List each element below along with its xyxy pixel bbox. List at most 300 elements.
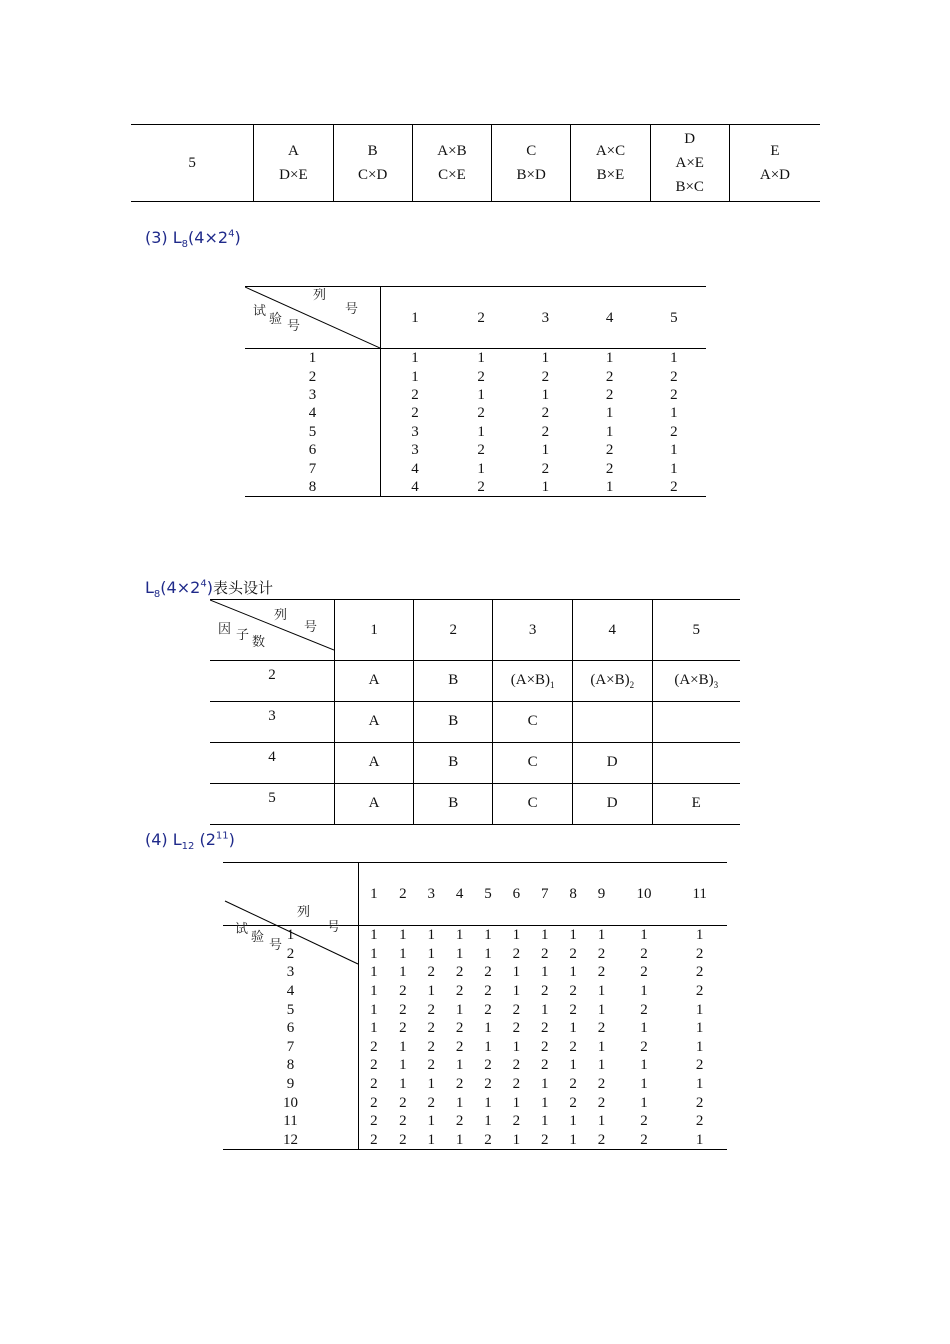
table-cell: 2 — [569, 1094, 577, 1111]
table-cell — [652, 784, 740, 825]
table-row — [223, 1131, 727, 1150]
heading-text: (3) L — [145, 228, 182, 247]
row-number: 3 — [223, 963, 359, 982]
table-row — [223, 1000, 727, 1019]
heading-text: ) — [234, 228, 241, 247]
cell-line: B×C — [675, 179, 704, 195]
table-cell — [493, 702, 573, 743]
corner-label-factor: 因 — [218, 622, 232, 637]
column-header: 5 — [474, 863, 502, 926]
table-cell: 2 — [427, 1001, 436, 1018]
table-cell: 1 — [569, 1131, 577, 1148]
cell-text: (A×B) — [674, 672, 714, 688]
column-header: 10 — [616, 863, 673, 926]
table-cell — [572, 743, 652, 784]
table-cell: 1 — [455, 1057, 464, 1074]
table-cell: 1 — [455, 927, 464, 944]
table-cell: 1 — [477, 350, 485, 367]
table-cell: 2 — [605, 460, 614, 477]
table-cell: 2 — [370, 1057, 378, 1074]
table-cell: 1 — [640, 983, 648, 1000]
table-cell: 1 — [370, 964, 378, 981]
corner-label-column: 列 — [297, 905, 311, 920]
table-cell: 2 — [484, 1131, 492, 1148]
header-row — [245, 287, 706, 349]
cell-text: B — [448, 672, 459, 688]
table-cell — [571, 125, 650, 202]
table-cell: 2 — [512, 1001, 521, 1018]
table-cell — [572, 661, 652, 702]
table-cell: 1 — [605, 423, 614, 440]
table-cell: 2 — [427, 1020, 436, 1037]
table-cell: 1 — [670, 460, 678, 477]
corner-label-test: 验 — [269, 312, 283, 327]
table-cell: 2 — [540, 945, 549, 962]
table-cell: 2 — [670, 478, 678, 495]
table-cell: 1 — [477, 386, 485, 403]
table-cell: 2 — [484, 1057, 492, 1074]
column-header: 4 — [445, 863, 473, 926]
table-cell: 2 — [399, 1020, 407, 1037]
table-cell: 1 — [569, 927, 577, 944]
table-cell: 2 — [427, 964, 436, 981]
factor-count: 2 — [210, 661, 335, 702]
table-cell: 1 — [484, 1038, 492, 1055]
table-cell: 2 — [541, 405, 550, 422]
row-number: 7 — [223, 1038, 359, 1057]
table-cell: 1 — [512, 1094, 521, 1111]
table-cell — [254, 125, 333, 202]
table-cell: 1 — [695, 1131, 704, 1148]
cell-text: A — [368, 672, 380, 688]
table-cell: 1 — [411, 368, 419, 385]
cell-text: (A×B) — [510, 672, 551, 688]
table-cell: 2 — [569, 1038, 577, 1055]
table-row — [223, 926, 727, 945]
cell-subscript: 1 — [550, 680, 555, 690]
column-header: 3 — [417, 863, 445, 926]
table-row — [245, 478, 706, 497]
table-cell: 3 — [411, 423, 419, 440]
table-cell: 2 — [427, 1094, 436, 1111]
table-cell: 1 — [399, 945, 407, 962]
table-cell: 2 — [540, 1038, 549, 1055]
table-cell: 2 — [477, 405, 485, 422]
table-cell: 1 — [370, 1001, 378, 1018]
row-number: 5 — [245, 423, 381, 441]
column-header: 9 — [587, 863, 615, 926]
table-row — [223, 1056, 727, 1075]
row-number: 12 — [223, 1131, 359, 1150]
table-row — [223, 1038, 727, 1057]
cell-subscript: 2 — [629, 680, 635, 690]
column-header: 2 — [389, 863, 417, 926]
table-cell: 1 — [640, 1076, 648, 1093]
table-cell: 1 — [541, 478, 550, 495]
corner-label-number: 号 — [304, 620, 318, 635]
column-header: 8 — [559, 863, 587, 926]
factor-count: 4 — [210, 743, 335, 784]
table-cell: 2 — [541, 368, 550, 385]
cell-line: A×C — [595, 143, 626, 159]
table-cell: 4 — [411, 478, 419, 495]
table-cell — [493, 743, 573, 784]
table-cell: 2 — [455, 983, 464, 1000]
cell-text: C — [527, 713, 538, 729]
table-cell — [652, 661, 740, 702]
table-row — [245, 349, 706, 368]
table-cell: 1 — [605, 405, 614, 422]
table-cell: 2 — [411, 386, 419, 403]
table-cell: 1 — [427, 1076, 436, 1093]
factor-count: 5 — [210, 784, 335, 825]
table-cell: 1 — [695, 1076, 704, 1093]
cell-line: D×E — [279, 167, 308, 183]
table-cell — [333, 125, 412, 202]
table-cell: 2 — [477, 478, 485, 495]
table-cell: 2 — [399, 1113, 407, 1130]
row-number: 7 — [245, 459, 381, 477]
section-3-heading — [145, 228, 241, 250]
table-cell: 1 — [695, 1020, 704, 1037]
table-cell: 1 — [512, 927, 521, 944]
table-cell: 1 — [597, 927, 606, 944]
column-header: 4 — [572, 600, 652, 661]
table-cell — [414, 661, 493, 702]
row-number: 9 — [223, 1075, 359, 1094]
corner-label-column: 列 — [274, 608, 288, 623]
table-cell — [335, 702, 414, 743]
table-row — [245, 441, 706, 459]
row-number: 8 — [223, 1056, 359, 1075]
table-cell: 1 — [399, 1076, 407, 1093]
table-cell: 3 — [411, 442, 419, 459]
row-number: 6 — [245, 441, 381, 459]
row-number: 4 — [223, 982, 359, 1001]
table-cell — [335, 784, 414, 825]
table-cell: 1 — [541, 386, 550, 403]
table-cell: 2 — [427, 1038, 436, 1055]
table-cell — [414, 743, 493, 784]
orthogonal-array-l12-2-11 — [223, 862, 727, 1150]
heading-text: ) — [206, 578, 213, 597]
corner-label-number: 号 — [327, 920, 341, 935]
table-cell: 2 — [569, 983, 577, 1000]
table-cell: 2 — [455, 1076, 464, 1093]
table-row — [223, 1019, 727, 1038]
table-cell: 1 — [640, 1094, 648, 1111]
table-cell: 2 — [512, 1020, 521, 1037]
heading-superscript: 4 — [228, 228, 235, 240]
table-cell: 1 — [455, 1001, 464, 1018]
table-cell: 1 — [569, 1020, 577, 1037]
table-cell: 2 — [540, 1131, 549, 1148]
heading-subscript: 12 — [181, 841, 195, 853]
table-cell: 2 — [370, 1113, 378, 1130]
row-number: 4 — [245, 404, 381, 422]
table-cell: 1 — [427, 927, 436, 944]
table-cell: 2 — [399, 983, 407, 1000]
column-header: 5 — [652, 600, 740, 661]
corner-label-trial: 试 — [253, 304, 267, 319]
table-cell: 1 — [399, 1038, 407, 1055]
table-cell: 1 — [370, 945, 378, 962]
row-number: 2 — [245, 367, 381, 385]
table-cell: 1 — [540, 964, 549, 981]
table-cell: 2 — [695, 945, 704, 962]
table-cell: 1 — [399, 1057, 407, 1074]
table-cell: 2 — [484, 983, 492, 1000]
table-cell: 2 — [695, 1057, 704, 1074]
column-header: 11 — [672, 863, 727, 926]
table-row — [223, 963, 727, 982]
table-row — [245, 386, 706, 404]
table-cell — [412, 125, 491, 202]
table-cell — [335, 743, 414, 784]
table-cell: 1 — [605, 350, 614, 367]
table-cell: 2 — [640, 1113, 648, 1130]
table-row — [223, 1075, 727, 1094]
cell-line: E — [770, 143, 780, 159]
table-cell: 2 — [670, 386, 678, 403]
cell-text: D — [606, 795, 618, 811]
table-cell — [572, 784, 652, 825]
section-4-heading — [145, 830, 235, 852]
table-cell: 2 — [540, 983, 549, 1000]
table-cell: 2 — [695, 983, 704, 1000]
table-cell — [650, 125, 729, 202]
table-cell: 2 — [605, 442, 614, 459]
table-cell: 2 — [370, 1094, 378, 1111]
column-header: 7 — [531, 863, 559, 926]
table-cell: 2 — [370, 1038, 378, 1055]
table-cell: 1 — [427, 983, 436, 1000]
heading-subscript: 8 — [153, 589, 161, 601]
cell-text: B — [448, 713, 459, 729]
table-cell: 2 — [455, 1020, 464, 1037]
table-cell: 2 — [569, 945, 577, 962]
table-row — [223, 1093, 727, 1112]
corner-label-row-number: 号 — [269, 938, 283, 953]
table-cell: 2 — [640, 1038, 648, 1055]
cell-line: A×D — [759, 167, 790, 183]
cell-text: D — [606, 754, 618, 770]
table-cell: 1 — [370, 983, 378, 1000]
cell-line: B×D — [516, 167, 546, 183]
table-cell: 1 — [540, 1094, 549, 1111]
heading-text: (2 — [194, 830, 216, 849]
table-cell — [729, 125, 820, 202]
heading-text: (4) L — [145, 830, 182, 849]
table-cell: 1 — [484, 1020, 492, 1037]
table-cell: 1 — [695, 927, 704, 944]
table-cell: 1 — [484, 945, 492, 962]
table-cell: 2 — [455, 1038, 464, 1055]
table-cell: 2 — [540, 1057, 549, 1074]
cell-text: C — [527, 795, 538, 811]
table-cell: 1 — [484, 1094, 492, 1111]
table-cell: 1 — [540, 1076, 549, 1093]
column-header: 1 — [359, 863, 389, 926]
corner-label-number: 号 — [345, 302, 359, 317]
table-cell: 1 — [370, 927, 378, 944]
cell-text: A — [368, 713, 380, 729]
table-row — [245, 423, 706, 441]
corner-label-trial: 试 — [235, 922, 249, 937]
table-cell: 2 — [640, 1001, 648, 1018]
row-number: 8 — [245, 478, 381, 497]
cell-line: D — [684, 131, 696, 147]
table-cell: 2 — [597, 1076, 606, 1093]
corner-label-count: 数 — [252, 635, 266, 650]
table-cell: 2 — [597, 945, 606, 962]
row-number: 10 — [223, 1093, 359, 1112]
cell-line: C×D — [358, 167, 388, 183]
table-cell: 1 — [605, 478, 614, 495]
row-number: 1 — [223, 926, 359, 945]
row-number: 2 — [223, 945, 359, 964]
row-number: 11 — [223, 1112, 359, 1131]
column-header: 2 — [449, 287, 513, 349]
table-cell: 2 — [427, 1057, 436, 1074]
table-cell: 1 — [640, 1057, 648, 1074]
column-header: 2 — [414, 600, 493, 661]
table-cell: 2 — [640, 945, 648, 962]
table-cell: 1 — [597, 1038, 606, 1055]
table-cell: 2 — [695, 1094, 704, 1111]
table-cell: 2 — [569, 1076, 577, 1093]
cell-line: 5 — [188, 155, 196, 171]
table-cell: 1 — [427, 945, 436, 962]
row-number: 6 — [223, 1019, 359, 1038]
table-cell: 1 — [427, 1131, 436, 1148]
table-cell: 1 — [695, 1001, 704, 1018]
table-cell: 1 — [597, 1057, 606, 1074]
column-header: 6 — [502, 863, 530, 926]
table-cell: 1 — [597, 1001, 606, 1018]
interaction-table — [131, 124, 820, 202]
table-cell: 2 — [484, 964, 492, 981]
table-cell: 1 — [540, 1113, 549, 1130]
column-header: 3 — [513, 287, 577, 349]
diagonal-header-cell — [245, 287, 381, 349]
table-cell: 2 — [477, 368, 485, 385]
table-cell: 1 — [411, 350, 419, 367]
table-cell: 1 — [484, 1113, 492, 1130]
table-cell — [131, 125, 254, 202]
table-cell: 2 — [670, 368, 678, 385]
table-cell: 1 — [597, 1113, 606, 1130]
table-cell: 1 — [455, 1131, 464, 1148]
table-cell: 2 — [512, 1076, 521, 1093]
cell-text: B — [448, 754, 459, 770]
table-cell: 1 — [540, 927, 549, 944]
cell-text: (A×B) — [590, 672, 630, 688]
row-number: 3 — [245, 386, 381, 404]
table-cell: 2 — [411, 405, 419, 422]
corner-label-row-number: 号 — [287, 319, 301, 334]
table-row — [210, 661, 740, 702]
table-cell: 2 — [484, 1076, 492, 1093]
table-cell — [414, 702, 493, 743]
table-cell: 1 — [541, 442, 550, 459]
row-number: 5 — [223, 1000, 359, 1019]
cell-text: C — [527, 754, 538, 770]
heading-text: (4×2 — [160, 578, 201, 597]
table-cell: 2 — [399, 1094, 407, 1111]
cell-text: B — [448, 795, 459, 811]
header-row — [210, 600, 740, 661]
table-cell: 2 — [541, 460, 550, 477]
table-row — [210, 702, 740, 743]
table-cell: 1 — [399, 964, 407, 981]
column-header: 1 — [381, 287, 450, 349]
table-cell: 1 — [484, 927, 492, 944]
heading-superscript: 11 — [215, 830, 229, 842]
table-cell — [652, 702, 740, 743]
cell-line: C — [526, 143, 537, 159]
table-cell — [493, 784, 573, 825]
table-cell: 1 — [370, 1020, 378, 1037]
table-cell: 1 — [455, 945, 464, 962]
table-cell: 2 — [455, 964, 464, 981]
cell-subscript: 3 — [713, 680, 719, 690]
table-cell: 1 — [540, 1001, 549, 1018]
table-cell: 1 — [512, 964, 521, 981]
table-cell — [493, 661, 573, 702]
corner-label-test: 验 — [251, 930, 265, 945]
table-cell: 1 — [427, 1113, 436, 1130]
table-cell: 2 — [597, 1094, 606, 1111]
table-cell: 1 — [512, 1038, 521, 1055]
table-cell: 1 — [569, 1057, 577, 1074]
table-cell: 2 — [695, 1113, 704, 1130]
heading-cjk-text: 表头设计 — [212, 579, 273, 597]
cell-text: A — [368, 754, 380, 770]
table-cell: 1 — [399, 927, 407, 944]
corner-label-column: 列 — [313, 288, 327, 303]
table-cell: 2 — [695, 964, 704, 981]
cell-line: B — [367, 143, 378, 159]
table-cell: 1 — [477, 460, 485, 477]
table-cell: 1 — [569, 1113, 577, 1130]
header-design-table — [210, 599, 740, 825]
table-cell: 2 — [605, 386, 614, 403]
heading-text: ) — [228, 830, 235, 849]
corner-label-zi: 子 — [236, 628, 250, 643]
cell-line: A×E — [675, 155, 704, 171]
header-design-heading — [145, 577, 273, 600]
table-cell: 1 — [670, 350, 678, 367]
table-cell: 2 — [540, 1020, 549, 1037]
table-cell: 2 — [597, 964, 606, 981]
table-cell: 2 — [541, 423, 550, 440]
table-cell: 1 — [670, 442, 678, 459]
heading-text: (4×2 — [188, 228, 229, 247]
table-cell — [572, 702, 652, 743]
column-header: 3 — [493, 600, 573, 661]
table-row — [245, 404, 706, 422]
table-cell: 2 — [569, 1001, 577, 1018]
table-cell: 2 — [484, 1001, 492, 1018]
table-cell: 1 — [477, 423, 485, 440]
table-cell: 2 — [399, 1001, 407, 1018]
table-cell: 2 — [512, 1113, 521, 1130]
table-cell: 4 — [411, 460, 419, 477]
diagonal-line — [223, 863, 358, 925]
table-cell: 2 — [512, 945, 521, 962]
table-row — [245, 367, 706, 385]
